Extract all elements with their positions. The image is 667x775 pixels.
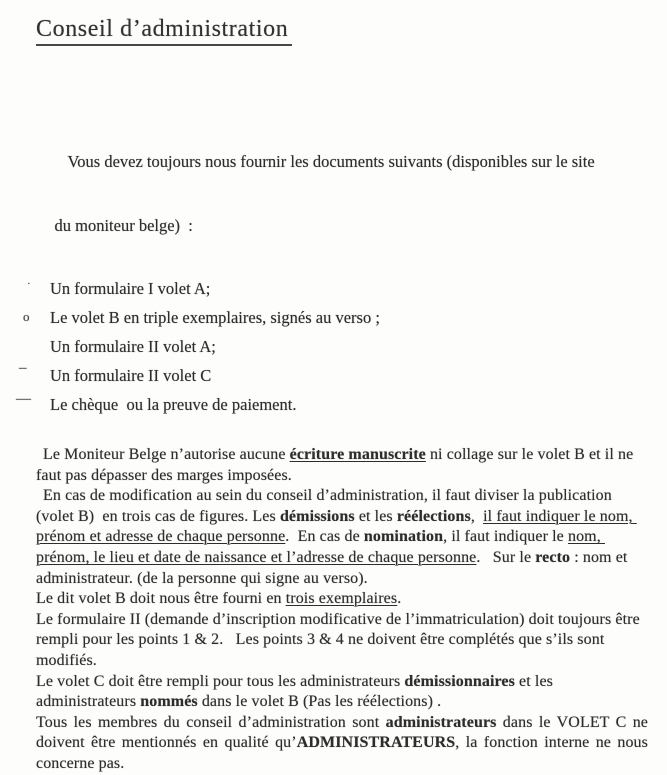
paragraph <box>36 589 648 610</box>
text-run: . En cas de <box>285 528 364 546</box>
text-run: Le Moniteur Belge n’autorise aucune <box>43 446 290 463</box>
intro-line-1: Vous devez toujours nous fournir les documents suivants (disponibles sur le site <box>67 152 595 171</box>
list-item <box>19 360 667 390</box>
text-run: recto <box>535 548 571 566</box>
bullet-text: Le volet B en triple exemplaires, signés au verso ; <box>50 308 380 327</box>
text-run: dans le VOLET C ne doivent être mentionnés en qualité qu’ <box>36 713 653 752</box>
intro-paragraph <box>38 114 667 274</box>
intro-line-2: du moniteur belge) : <box>54 216 193 235</box>
text-run: il faut indiquer le nom, prénom et adresse de chaque personne <box>36 507 637 546</box>
text-run: démissionnaires <box>404 672 515 690</box>
list-item <box>23 303 667 332</box>
paragraph <box>36 713 653 775</box>
text-run: ADMINISTRATEURS <box>296 734 456 752</box>
list-item <box>27 274 667 303</box>
text-run: Le volet C doit être rempli pour tous les administrateurs <box>36 672 405 690</box>
text-run: démissions <box>279 507 355 525</box>
bullet-text: Un formulaire II volet C <box>50 366 212 385</box>
text-run: , il faut indiquer le <box>443 528 568 546</box>
text-run: et les <box>354 507 397 525</box>
paragraph <box>36 486 648 589</box>
text-run: réélections <box>396 507 471 525</box>
text-run: administrateurs <box>385 713 497 731</box>
body-paragraphs <box>36 445 653 775</box>
bullet-marker-icon: – <box>19 360 27 376</box>
text-run: dans le volet B (Pas les réélections) . <box>197 693 442 711</box>
text-run: Le formulaire II (demande d’inscription modificative de l’immatriculation) doit toujours être rempli pour les points 1 & 2. Les points 3 & 4 ne doivent être complétés que s’ils sont modifiés. <box>36 610 644 669</box>
text-run: Le dit volet B doit nous être fourni en <box>36 590 286 608</box>
text-run: nommés <box>140 693 198 711</box>
bullet-text: Le chèque ou la preuve de paiement. <box>50 395 297 414</box>
text-run: nom, prénom, le lieu et date de naissance et l’adresse de chaque personne <box>36 528 605 566</box>
text-run: écriture manuscrite <box>289 446 426 463</box>
text-run: trois exemplaires <box>285 590 398 608</box>
bullet-marker-icon: o <box>23 309 30 324</box>
paragraph <box>36 610 648 672</box>
text-run: , la fonction interne ne nous concerne pas. <box>36 734 653 772</box>
bullet-text: Un formulaire II volet A; <box>50 337 216 356</box>
page-title: Conseil d’administration <box>36 16 292 46</box>
list-item <box>16 390 667 419</box>
text-run: Tous les membres du conseil d’administration sont <box>36 713 386 731</box>
bullet-list <box>16 274 667 419</box>
text-run: nomination <box>363 528 444 546</box>
paragraph <box>36 445 648 486</box>
text-run: : nom et administrateur. (de la personne qui signe au verso). <box>36 548 632 587</box>
text-run: et les administrateurs <box>36 672 558 711</box>
text-run: ni collage sur le volet B et il ne faut pas dépasser des marges imposées. <box>36 446 638 484</box>
bullet-marker-icon: · <box>27 278 31 290</box>
text-run: En cas de modification au sein du conseil d’administration, il faut diviser la publication (volet B) en trois cas de figures. Les <box>36 487 616 525</box>
text-run: . Sur le <box>476 548 536 566</box>
bullet-text: Un formulaire I volet A; <box>50 279 211 298</box>
paragraph <box>36 672 648 713</box>
text-run: , <box>470 507 484 525</box>
bullet-marker-icon: — <box>16 391 31 407</box>
list-item <box>36 332 667 361</box>
text-run: . <box>397 590 402 608</box>
